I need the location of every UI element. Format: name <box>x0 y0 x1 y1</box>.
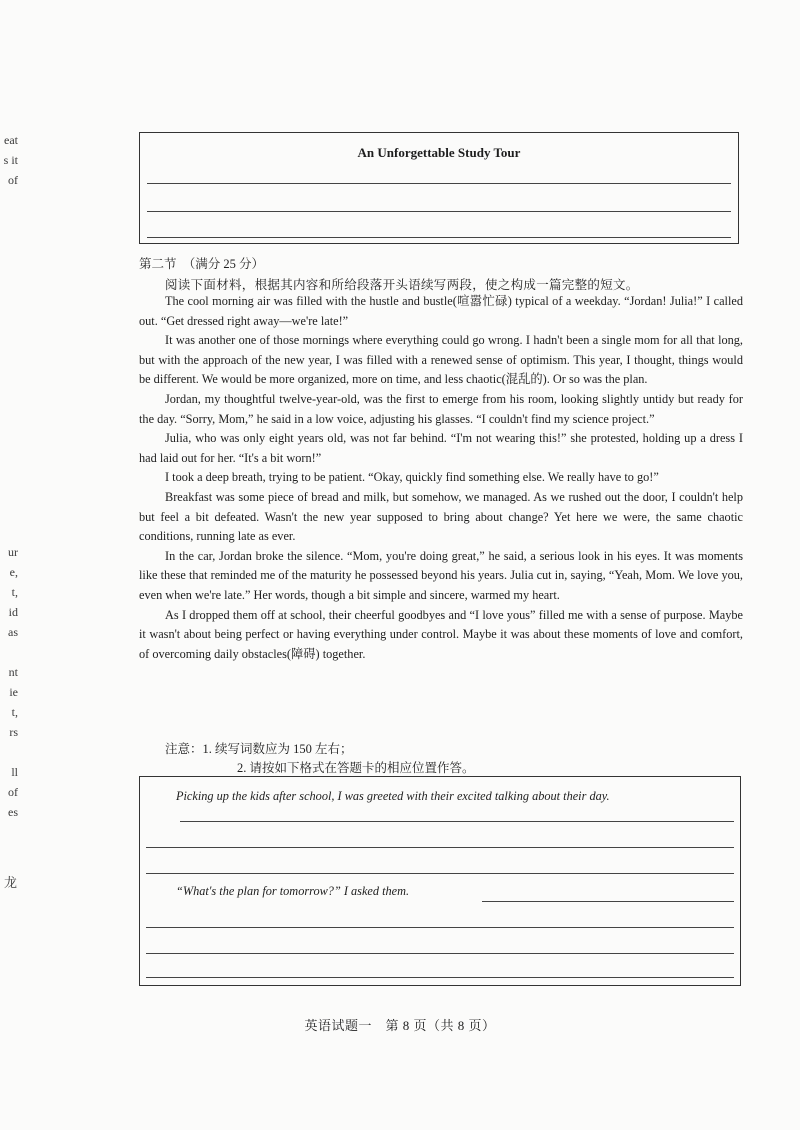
passage-paragraph: The cool morning air was filled with the hustle and bustle(喧嚣忙碌) typical of a weekday. “Jordan! Julia!” I called out. “Get dressed right away—we're late!” <box>139 294 743 328</box>
page-footer: 英语试题一 第 8 页（共 8 页） <box>304 1018 496 1033</box>
bleed-through-middle <box>0 546 18 826</box>
passage-paragraph: As I dropped them off at school, their cheerful goodbyes and “I love yous” filled me with a sense of purpose. Maybe it wasn't about being perfect or having everything under control. Maybe it was about these moments of love and comfort, of overcoming daily obstacles(障碍) together. <box>139 607 743 661</box>
essay-title-box <box>139 132 739 244</box>
bleed-line: t, <box>11 585 18 599</box>
section-heading: 第二节 （满分 25 分） <box>139 257 265 271</box>
bleed-line: s it <box>3 153 18 167</box>
writing-line <box>147 211 731 212</box>
bleed-line <box>0 746 18 766</box>
essay-title: An Unforgettable Study Tour <box>357 145 521 160</box>
bleed-line: ie <box>9 685 18 699</box>
passage-paragraph: It was another one of those mornings where everything could go wrong. I hadn't been a single mom for all that long, but with the approach of the new year, I was filled with a renewed sense of optimism. This year, I thought, things would be different. We would be more organized, more on time, and less chaotic(混乱的). Or so was the plan. <box>139 333 743 387</box>
paragraph-2-opening: “What's the plan for tomorrow?” I asked them. <box>176 884 410 898</box>
note-2: 2. 请按如下格式在答题卡的相应位置作答。 <box>237 761 475 775</box>
bleed-glyph: 龙 <box>4 875 18 890</box>
passage-paragraph: In the car, Jordan broke the silence. “Mom, you're doing great,” he said, a serious look in his eyes. It was moments like these that reminded me of the maturity he possessed beyond his years. Julia cut in, saying, “Yeah, Mom. We love you, even when we're late.” Her words, though a bit simple and sincere, warmed my heart. <box>139 548 743 602</box>
writing-line <box>146 953 734 954</box>
writing-line <box>147 237 731 238</box>
bleed-line: of <box>8 173 18 187</box>
note-1: 注意：1. 续写词数应为 150 左右； <box>165 742 353 756</box>
passage-paragraph: Julia, who was only eight years old, was not far behind. “I'm not wearing this!” she protested, holding up a dress I had laid out for her. “It's a bit worn!” <box>139 431 743 465</box>
section-instruction: 阅读下面材料，根据其内容和所给段落开头语续写两段，使之构成一篇完整的短文。 <box>165 278 639 292</box>
bleed-through-top <box>0 134 18 194</box>
notes <box>165 740 475 778</box>
writing-line <box>482 901 734 902</box>
bleed-line: eat <box>4 133 18 147</box>
reading-passage <box>139 292 743 664</box>
bleed-line: t, <box>11 705 18 719</box>
bleed-line: id <box>8 605 18 619</box>
bleed-line: as <box>8 625 18 639</box>
passage-paragraph: Breakfast was some piece of bread and milk, but somehow, we managed. As we rushed out the door, I couldn't help but feel a bit defeated. Wasn't the new year supposed to bring about change? Yet here we were, the same chaotic conditions, running late as ever. <box>139 489 743 544</box>
bleed-line: es <box>8 805 18 819</box>
bleed-line: rs <box>9 725 18 739</box>
writing-line <box>146 847 734 848</box>
bleed-line: ll <box>11 765 18 779</box>
bleed-line: e, <box>9 565 18 579</box>
writing-line <box>180 821 734 822</box>
bleed-line: of <box>8 785 18 799</box>
bleed-line <box>0 646 18 666</box>
passage-paragraph: I took a deep breath, trying to be patient. “Okay, quickly find something else. We really have to go!” <box>165 470 659 485</box>
writing-line <box>146 873 734 874</box>
bleed-line: ur <box>8 545 18 559</box>
answer-box <box>139 776 741 986</box>
bleed-line: nt <box>8 665 18 679</box>
paragraph-1-opening: Picking up the kids after school, I was greeted with their excited talking about their day. <box>176 789 610 803</box>
writing-line <box>146 927 734 928</box>
writing-line <box>146 977 734 978</box>
passage-paragraph: Jordan, my thoughtful twelve-year-old, was the first to emerge from his room, looking slightly untidy but ready for the day. “Sorry, Mom,” he said in a low voice, adjusting his glasses. “I couldn't find my science project.” <box>139 391 743 426</box>
writing-line <box>147 183 731 184</box>
